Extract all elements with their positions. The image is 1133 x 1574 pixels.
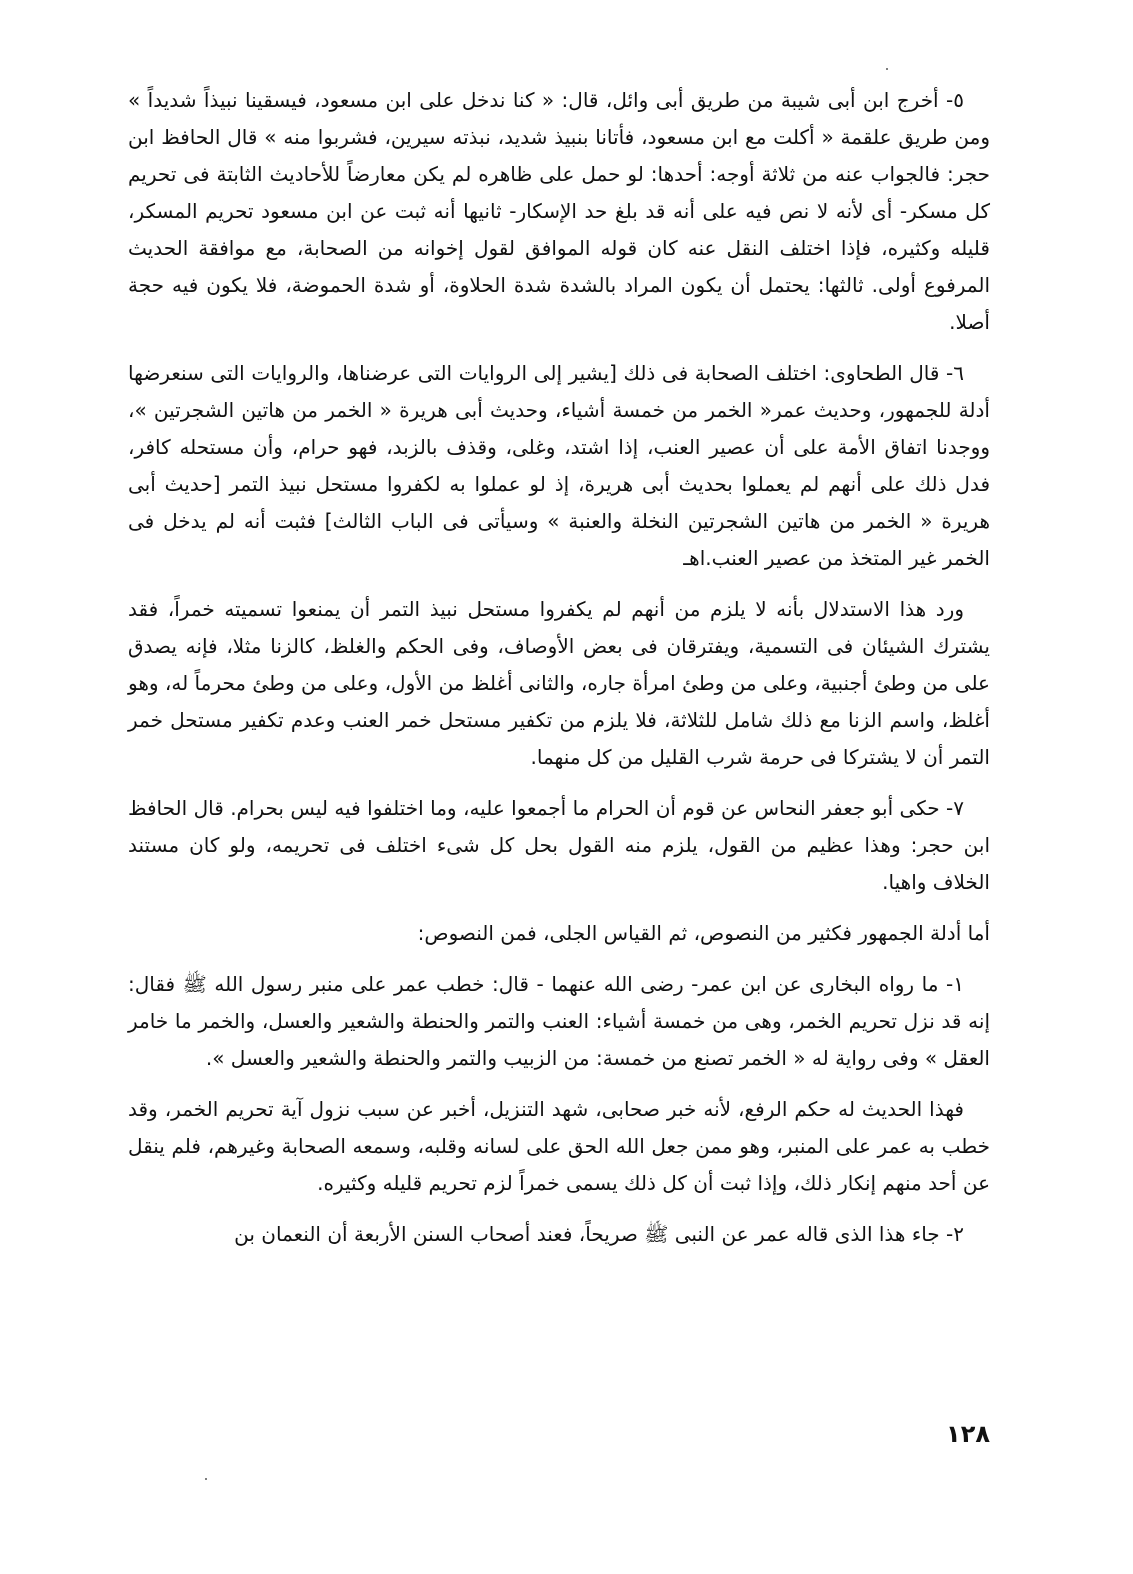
paragraph-1-bukhari: ١- ما رواه البخارى عن ابن عمر- رضى الله عنهما - قال: خطب عمر على منبر رسول الله ﷺ فقال: إنه قد نزل تحريم الخمر، وهى من خمسة أشياء: العنب والتمر والحنطة والشعير والعسل، والخمر ما خامر العقل » وفى رواية له « الخمر تصنع من خمسة: من الزبيب والتمر والحنطة والشعير والعسل ». <box>128 972 990 1070</box>
paragraph-hadith-ruling: فهذا الحديث له حكم الرفع، لأنه خبر صحابى، شهد التنزيل، أخبر عن سبب نزول آية تحريم الخمر، وقد خطب به عمر على المنبر، وهو ممن جعل الله الحق على لسانه وقلبه، وسمعه الصحابة وغيرهم، فلم ينقل عن أحد منهم إنكار ذلك، وإذا ثبت أن كل ذلك يسمى خمراً لزم تحريم قليله وكثيره. <box>128 1097 990 1195</box>
paragraph-6-tahawi: ٦- قال الطحاوى: اختلف الصحابة فى ذلك [يشير إلى الروايات التى عرضناها، والروايات التى سنعرضها أدلة للجمهور، وحديث عمر« الخمر من خمسة أشياء، وحديث أبى هريرة « الخمر من هاتين الشجرتين »، ووجدنا اتفاق الأمة على أن عصير العنب، إذا اشتد، وغلى، وقذف بالزبد، فهو حرام، وأن مستحله كافر، فدل ذلك على أنهم لم يعملوا بحديث أبى هريرة، إذ لو عملوا به لكفروا مستحل نبيذ التمر [حديث أبى هريرة « الخمر من هاتين الشجرتين النخلة والعنبة » وسيأتى فى الباب الثالث] فثبت أنه لم يدخل فى الخمر غير المتخذ من عصير العنب.اهـ <box>128 361 990 570</box>
paragraph-refutation: ورد هذا الاستدلال بأنه لا يلزم من أنهم لم يكفروا مستحل نبيذ التمر أن يمنعوا تسميته خمراً، فقد يشترك الشيئان فى التسمية، ويفترقان فى بعض الأوصاف، وفى الحكم والغلظ، كالزنا مثلا، فإنه يصدق على من وطئ أجنبية، وعلى من وطئ امرأة جاره، والثانى أغلظ من الأول، وعلى من وطئ محرماً له، وهو أغلظ، واسم الزنا مع ذلك شامل للثلاثة، فلا يلزم من تكفير مستحل خمر العنب وعدم تكفير مستحل خمر التمر أن لا يشتركا فى حرمة شرب القليل من كل منهما. <box>128 597 990 769</box>
scan-speck <box>205 1478 207 1480</box>
page-body <box>128 82 990 1267</box>
page-number: ١٢٨ <box>946 1420 990 1448</box>
paragraph-2-sunan: ٢- جاء هذا الذى قاله عمر عن النبى ﷺ صريحاً، فعند أصحاب السنن الأربعة أن النعمان بن <box>234 1222 964 1246</box>
paragraph-majority-evidence-intro: أما أدلة الجمهور فكثير من النصوص، ثم القياس الجلى، فمن النصوص: <box>417 921 990 945</box>
paragraph-5-ibn-masud: ٥- أخرج ابن أبى شيبة من طريق أبى وائل، قال: « كنا ندخل على ابن مسعود، فيسقينا نبيذاً شديداً » ومن طريق علقمة « أكلت مع ابن مسعود، فأتانا بنبيذ شديد، نبذته سيرين، فشربوا منه » قال الحافظ ابن حجر: فالجواب عنه من ثلاثة أوجه: أحدها: لو حمل على ظاهره لم يكن معارضاً للأحاديث الثابتة فى تحريم كل مسكر- أى لأنه لا نص فيه على أنه قد بلغ حد الإسكار- ثانيها أنه ثبت عن ابن مسعود تحريم المسكر، قليله وكثيره، فإذا اختلف النقل عنه كان قوله الموافق لقول إخوانه من الصحابة، مع موافقة الحديث المرفوع أولى. ثالثها: يحتمل أن يكون المراد بالشدة شدة الحلاوة، أو شدة الحموضة، فلا يكون فيه حجة أصلا. <box>128 88 990 334</box>
scan-speck <box>886 68 888 70</box>
paragraph-7-nahhas: ٧- حكى أبو جعفر النحاس عن قوم أن الحرام ما أجمعوا عليه، وما اختلفوا فيه ليس بحرام. قال الحافظ ابن حجر: وهذا عظيم من القول، يلزم منه القول بحل كل شىء اختلف فى تحريمه، ولو كان مستند الخلاف واهيا. <box>128 796 990 894</box>
